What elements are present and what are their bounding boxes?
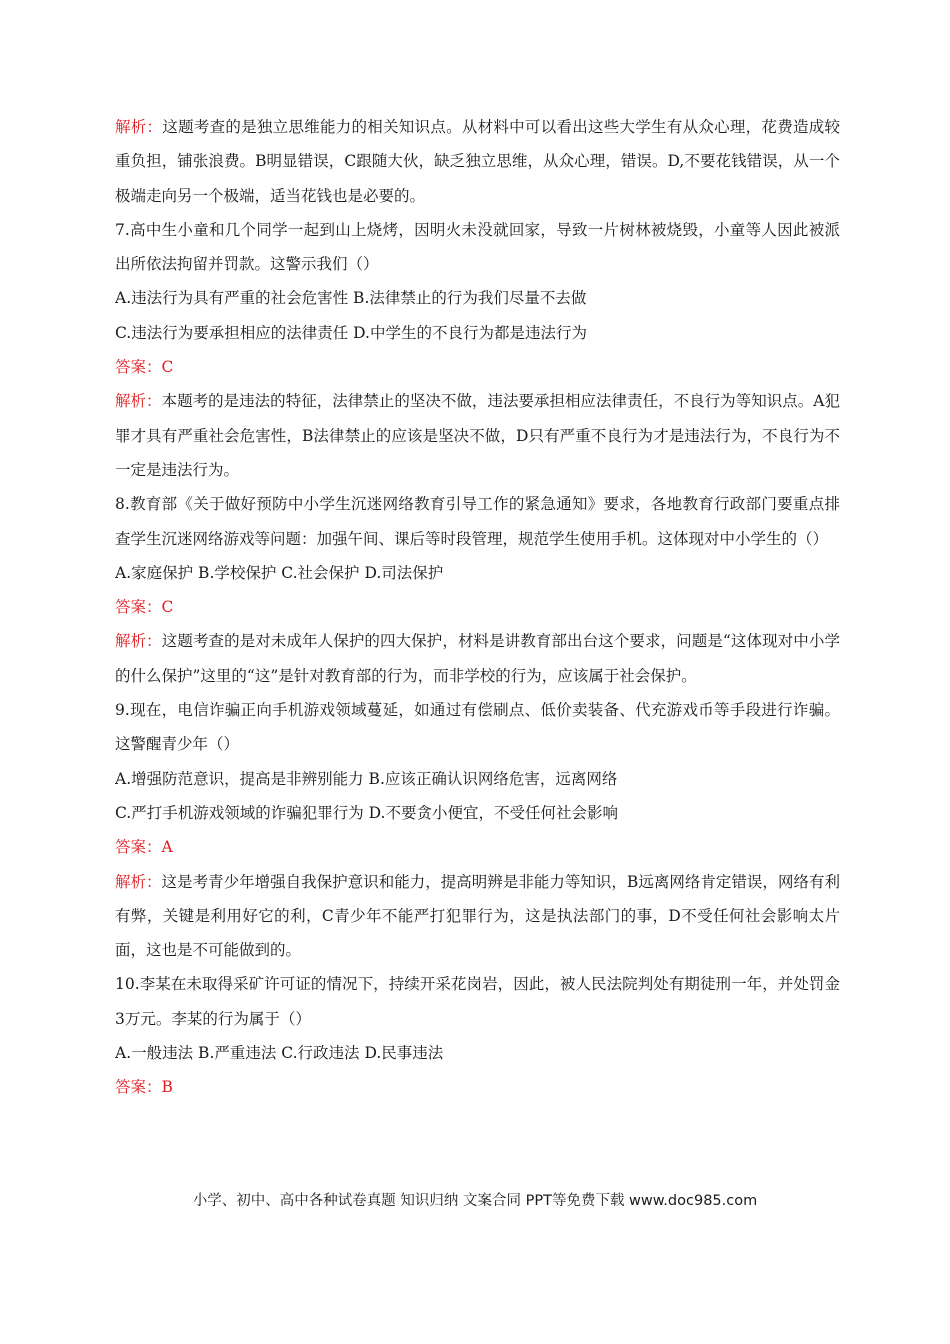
answer-label: 答案：	[115, 358, 162, 377]
analysis-text: 这是考青少年增强自我保护意识和能力，提高明辨是非能力等知识，B远离网络肯定错误，网络有利有弊，关键是利用好它的利，C青少年不能严打犯罪行为，这是执法部门的事，D不受任何社会影响太片面，这也是不可能做到的。	[115, 872, 840, 960]
page-footer: 小学、初中、高中各种试卷真题 知识归纳 文案合同 PPT等免费下载 www.doc985.com	[192, 1193, 758, 1209]
answer-10	[115, 1070, 840, 1104]
answer-label: 答案：	[115, 838, 162, 857]
analysis-text: 本题考的是违法的特征，法律禁止的坚决不做，违法要承担相应法律责任，不良行为等知识点。A犯罪才具有严重社会危害性，B法律禁止的应该是坚决不做，D只有严重不良行为才是违法行为，不良行为不一定是违法行为。	[115, 392, 840, 479]
analysis-6	[115, 110, 840, 213]
option-line: A.违法行为具有严重的社会危害性 B.法律禁止的行为我们尽量不去做	[115, 289, 587, 308]
analysis-label: 解析：	[115, 118, 163, 136]
answer-label: 答案：	[115, 598, 162, 617]
analysis-label: 解析：	[115, 392, 162, 411]
analysis-7	[115, 384, 840, 487]
analysis-9	[115, 865, 840, 968]
option-line: A.家庭保护 B.学校保护 C.社会保护 D.司法保护	[115, 563, 444, 582]
option-line: C.违法行为要承担相应的法律责任 D.中学生的不良行为都是违法行为	[115, 323, 587, 342]
answer-value: A	[161, 838, 173, 857]
answer-7	[115, 350, 840, 384]
question-10: 10.李某在未取得采矿许可证的情况下，持续开采花岗岩，因此，被人民法院判处有期徒刑一年，并处罚金3万元。李某的行为属于（）	[115, 975, 840, 1028]
answer-value: B	[161, 1078, 173, 1097]
option-line: C.严打手机游戏领域的诈骗犯罪行为 D.不要贪小便宜，不受任何社会影响	[115, 803, 618, 822]
answer-9	[115, 830, 840, 864]
question-9: 9.现在，电信诈骗正向手机游戏领域蔓延，如通过有偿刷点、低价卖装备、代充游戏币等手段进行诈骗。这警醒青少年（）	[115, 701, 840, 754]
answer-value: C	[161, 598, 174, 617]
document-body	[115, 110, 840, 1105]
option-line: A.一般违法 B.严重违法 C.行政违法 D.民事违法	[115, 1044, 444, 1063]
analysis-text: 这题考查的是对未成年人保护的四大保护，材料是讲教育部出台这个要求，问题是“这体现对中小学的什么保护”这里的“这”是针对教育部的行为，而非学校的行为，应该属于社会保护。	[115, 632, 840, 685]
analysis-text: 这题考查的是独立思维能力的相关知识点。从材料中可以看出这些大学生有从众心理，花费造成较重负担，铺张浪费。B明显错误，C跟随大伙，缺乏独立思维，从众心理，错误。D,不要花钱错误，从一个极端走向另一个极端，适当花钱也是必要的。	[115, 118, 840, 205]
analysis-label: 解析：	[115, 632, 162, 651]
question-8: 8.教育部《关于做好预防中小学生沉迷网络教育引导工作的紧急通知》要求，各地教育行政部门要重点排查学生沉迷网络游戏等问题：加强午间、课后等时段管理，规范学生使用手机。这体现对中小学生的（）	[115, 495, 840, 548]
analysis-label: 解析：	[115, 872, 162, 891]
answer-label: 答案：	[115, 1078, 162, 1097]
answer-8	[115, 590, 840, 624]
option-line: A.增强防范意识，提高是非辨别能力 B.应该正确认识网络危害，远离网络	[115, 769, 618, 788]
analysis-8	[115, 624, 840, 693]
answer-value: C	[161, 358, 174, 377]
question-7: 7.高中生小童和几个同学一起到山上烧烤，因明火未没就回家，导致一片树林被烧毁，小童等人因此被派出所依法拘留并罚款。这警示我们（）	[115, 220, 840, 274]
